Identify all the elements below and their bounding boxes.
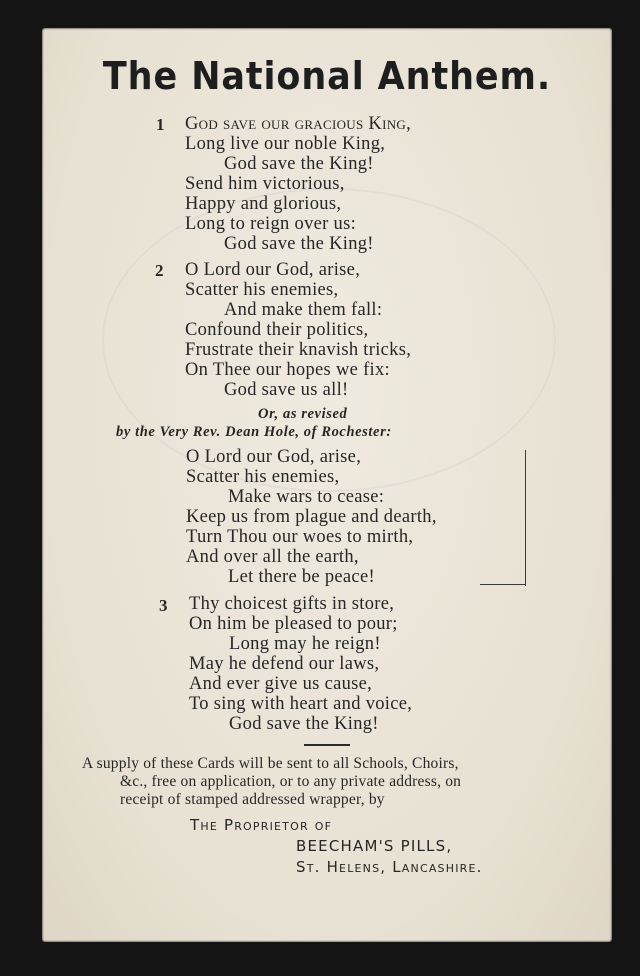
proprietor-line-1: The Proprietor of	[190, 816, 333, 834]
proprietor-line-3: St. Helens, Lancashire.	[296, 858, 483, 876]
verse-2-line-4: Confound their politics,	[185, 320, 369, 340]
verse-1-line-7: God save the King!	[224, 234, 374, 254]
verse-2-line-3: And make them fall:	[224, 300, 383, 320]
revision-attribution: by the Very Rev. Dean Hole, of Rochester:	[116, 424, 392, 440]
card-title: The National Anthem.	[102, 54, 552, 98]
section-divider	[304, 744, 350, 746]
verse-3-line-6: To sing with heart and voice,	[189, 694, 413, 714]
notice-line-2: &c., free on application, or to any private address, on	[120, 773, 462, 790]
verse-2-number: 2	[155, 261, 164, 280]
revision-bracket	[525, 450, 526, 586]
anthem-card	[42, 28, 612, 942]
verse-1-line-6: Long to reign over us:	[185, 214, 357, 234]
verse-3-line-7: God save the King!	[229, 714, 379, 734]
verse-1-line-4: Send him victorious,	[185, 174, 345, 194]
revised-line-1: O Lord our God, arise,	[186, 447, 362, 467]
verse-2-line-7: God save us all!	[224, 380, 349, 400]
notice-line-1: A supply of these Cards will be sent to all Schools, Choirs,	[82, 755, 459, 772]
verse-2-line-6: On Thee our hopes we fix:	[185, 360, 390, 380]
revised-line-4: Keep us from plague and dearth,	[186, 507, 437, 527]
revision-heading: Or, as revised	[258, 406, 348, 422]
verse-3-line-5: And ever give us cause,	[189, 674, 373, 694]
verse-3-line-1: Thy choicest gifts in store,	[189, 594, 395, 614]
revised-line-7: Let there be peace!	[228, 567, 375, 587]
verse-3-number: 3	[159, 596, 168, 615]
revised-line-5: Turn Thou our woes to mirth,	[186, 527, 414, 547]
verse-3-line-3: Long may he reign!	[229, 634, 381, 654]
verse-1-line-2: Long live our noble King,	[185, 134, 386, 154]
revision-bracket-foot	[480, 584, 526, 585]
verse-1-number: 1	[156, 115, 165, 134]
verse-1-line-5: Happy and glorious,	[185, 194, 342, 214]
verse-1-line-3: God save the King!	[224, 154, 374, 174]
revised-line-6: And over all the earth,	[186, 547, 359, 567]
verse-2-line-2: Scatter his enemies,	[185, 280, 339, 300]
verse-3-line-2: On him be pleased to pour;	[189, 614, 398, 634]
revised-line-2: Scatter his enemies,	[186, 467, 340, 487]
revised-line-3: Make wars to cease:	[228, 487, 385, 507]
notice-line-3: receipt of stamped addressed wrapper, by	[120, 791, 385, 808]
verse-2-line-5: Frustrate their knavish tricks,	[185, 340, 412, 360]
verse-1-line-1: God save our gracious King,	[185, 114, 411, 134]
verse-3-line-4: May he defend our laws,	[189, 654, 380, 674]
verse-2-line-1: O Lord our God, arise,	[185, 260, 361, 280]
proprietor-line-2: BEECHAM'S PILLS,	[296, 837, 453, 855]
